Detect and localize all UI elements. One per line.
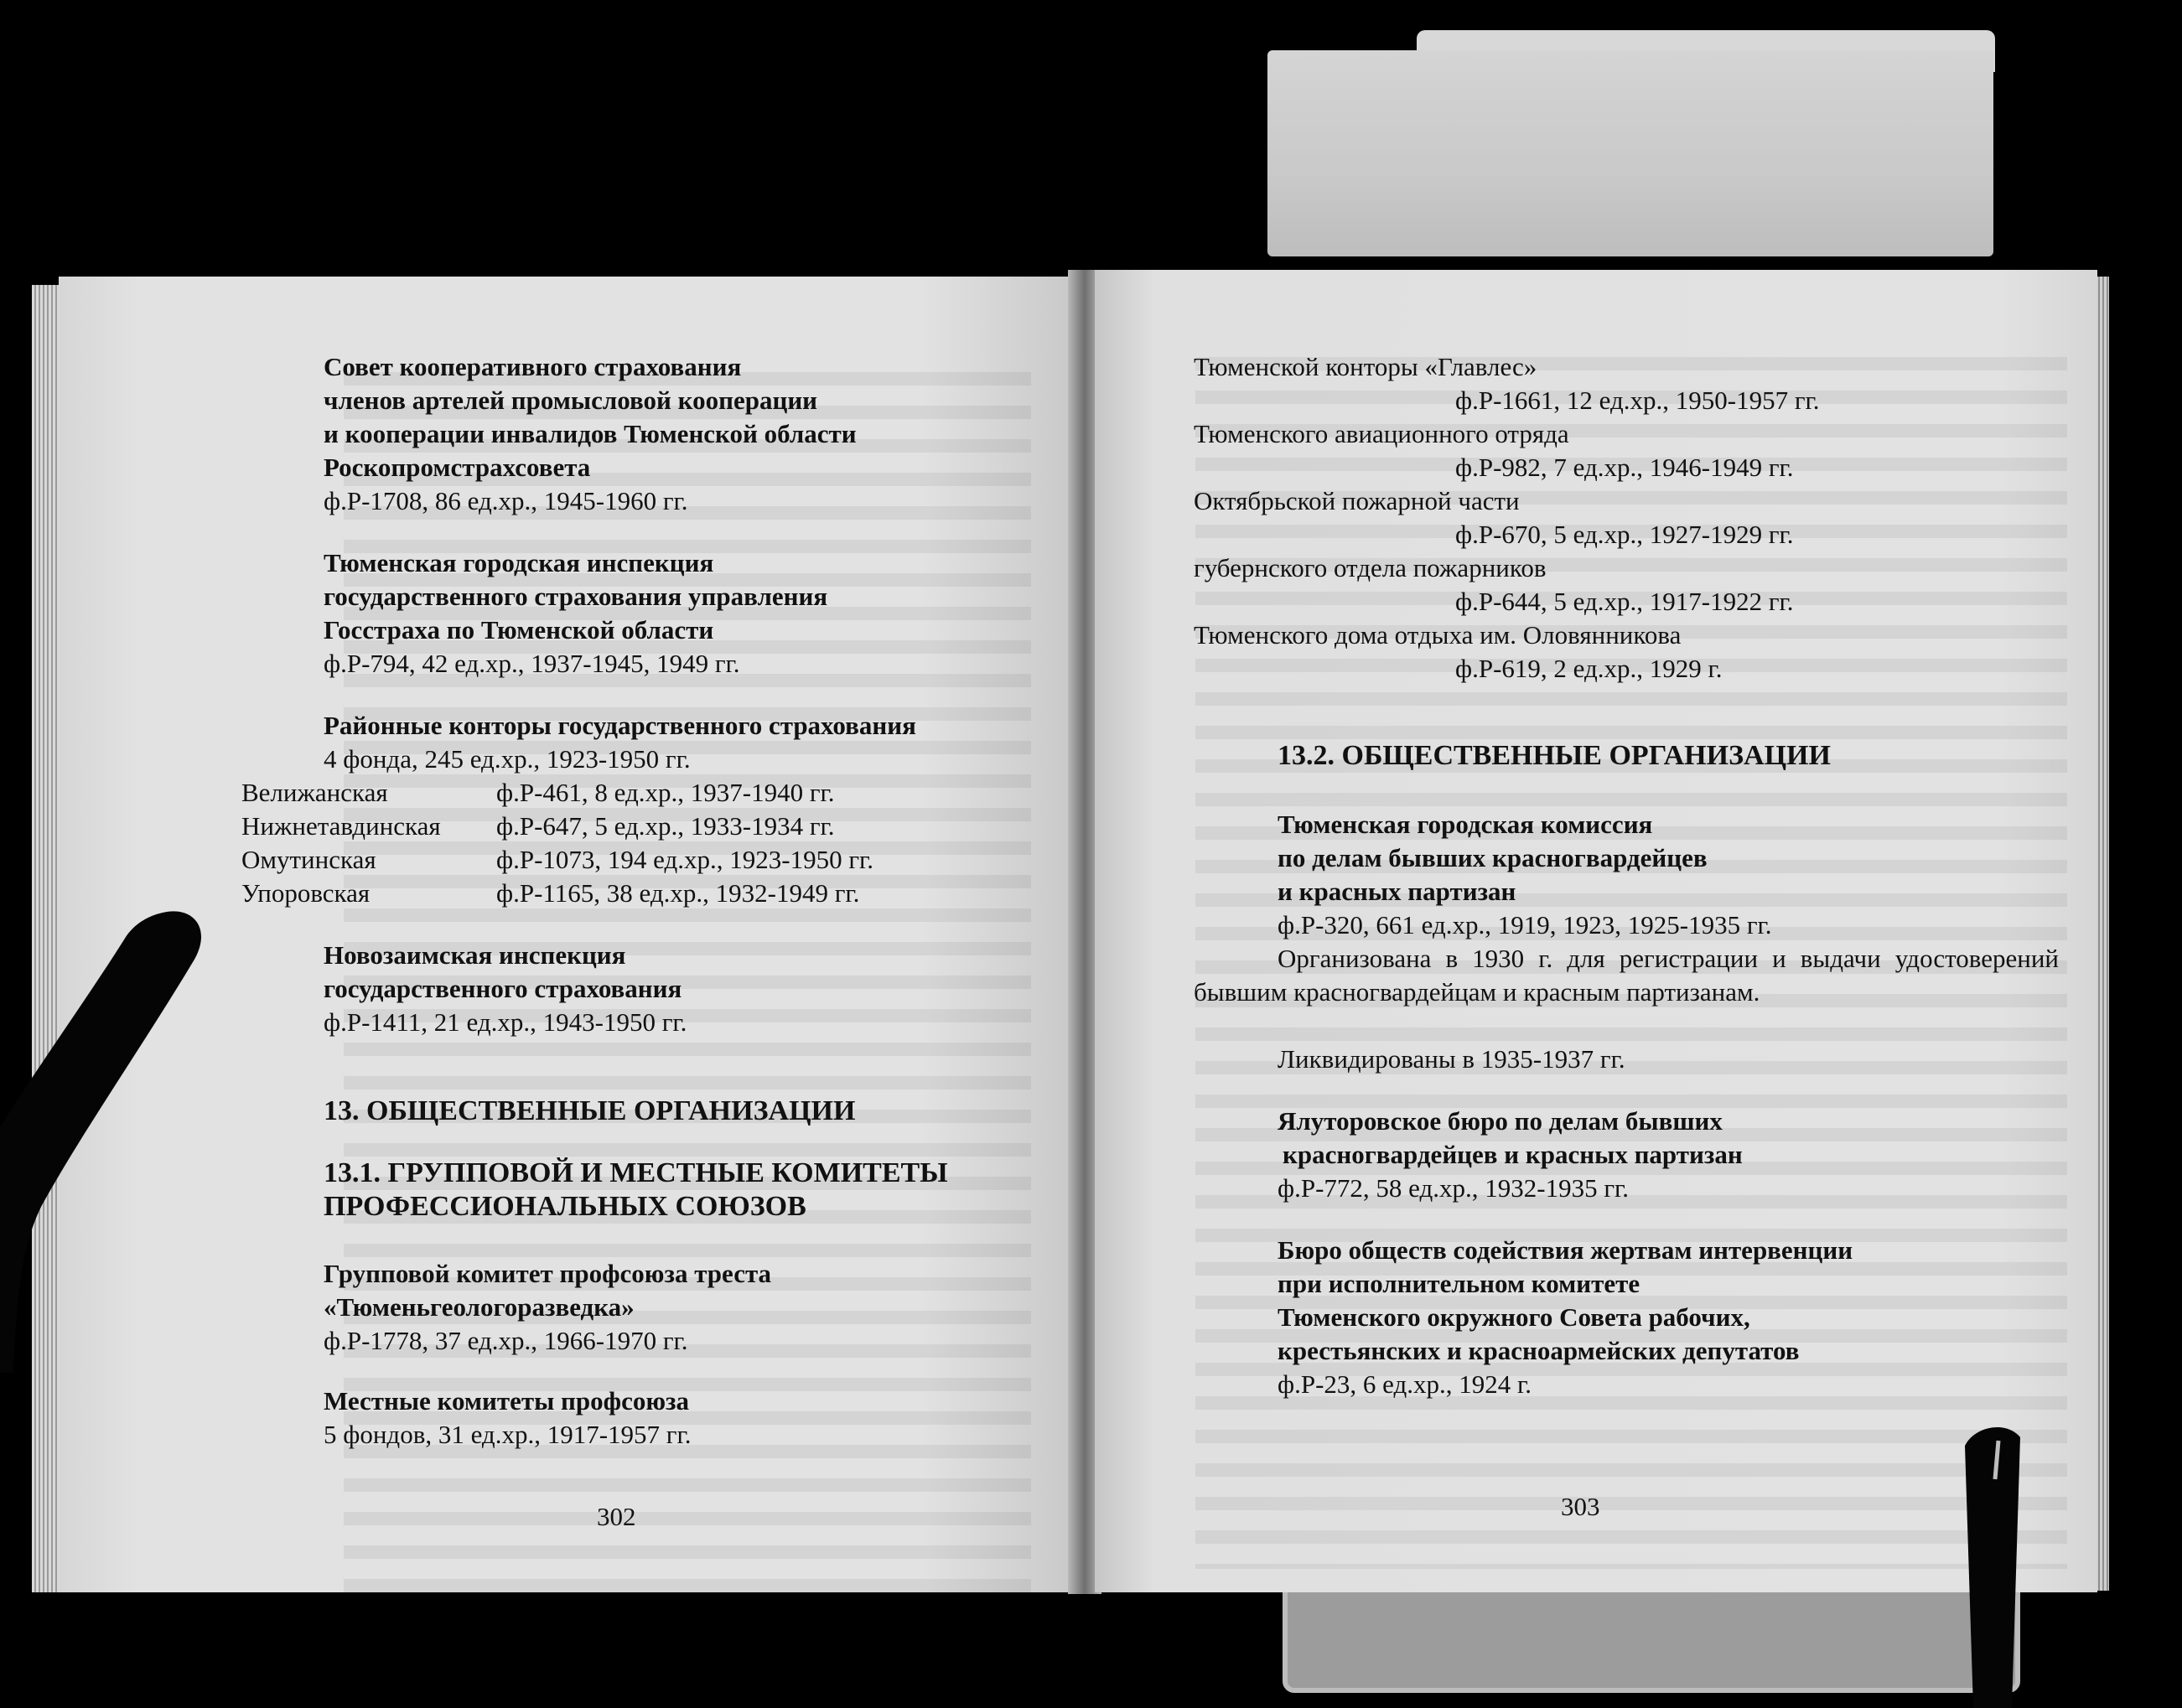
committee-name: Октябрьской пожарной части — [1194, 486, 1520, 515]
district-reference: ф.Р-1165, 38 ед.хр., 1932-1949 гг. — [496, 878, 860, 908]
entry-title-line: «Тюменьгеологоразведка» — [324, 1292, 635, 1322]
entry-title-line: Районные конторы государственного страхования — [324, 711, 916, 740]
district-reference: ф.Р-461, 8 ед.хр., 1937-1940 гг. — [496, 778, 835, 807]
entry-title-line: Тюменского окружного Совета рабочих, — [1278, 1302, 1750, 1332]
committee-name: Тюменской конторы «Главлес» — [1194, 352, 1537, 381]
committee-reference: ф.Р-644, 5 ед.хр., 1917-1922 гг. — [1455, 587, 1794, 616]
committee-reference: ф.Р-982, 7 ед.хр., 1946-1949 гг. — [1455, 453, 1794, 482]
committee-reference: ф.Р-670, 5 ед.хр., 1927-1929 гг. — [1455, 520, 1794, 549]
scanner-tray — [1283, 1584, 2020, 1693]
committee-name: губернского отдела пожарников — [1194, 553, 1547, 582]
page-number: 303 — [1561, 1492, 1600, 1521]
entry-title-line: красногвардейцев и красных партизан — [1283, 1140, 1743, 1169]
committee-reference: ф.Р-1661, 12 ед.хр., 1950-1957 гг. — [1455, 386, 1820, 415]
right-page — [1095, 270, 2097, 1592]
entry-title-line: Бюро обществ содействия жертвам интервенции — [1278, 1235, 1853, 1265]
district-name: Упоровская — [241, 878, 371, 908]
committee-reference: ф.Р-619, 2 ед.хр., 1929 г. — [1455, 654, 1723, 683]
entry-reference: ф.Р-794, 42 ед.хр., 1937-1945, 1949 гг. — [324, 649, 740, 678]
entry-title-line: членов артелей промысловой кооперации — [324, 386, 818, 415]
entry-title-line: и кооперации инвалидов Тюменской области — [324, 419, 857, 448]
entry-reference: 5 фондов, 31 ед.хр., 1917-1957 гг. — [324, 1420, 692, 1449]
description-paragraph: Организована в 1930 г. для регистрации и выдачи удостоверений бывшим красногвардейцам и красным партизанам. — [1194, 944, 2059, 1007]
entry-title-line: Ялуторовское бюро по делам бывших — [1278, 1106, 1723, 1136]
entry-reference: ф.Р-1708, 86 ед.хр., 1945-1960 гг. — [324, 486, 688, 515]
committee-name: Тюменского дома отдыха им. Оловянникова — [1194, 620, 1682, 650]
entry-title-line: государственного страхования управления — [324, 582, 828, 611]
section-heading-13-1: 13.1. ГРУППОВОЙ И МЕСТНЫЕ КОМИТЕТЫ — [324, 1157, 948, 1188]
entry-title-line: Госстраха по Тюменской области — [324, 615, 714, 644]
entry-title-line: по делам бывших красногвардейцев — [1278, 843, 1708, 872]
entry-title-line: Тюменская городская инспекция — [324, 548, 714, 577]
left-bookmark-ribbon — [0, 903, 235, 1373]
entry-title-line: крестьянских и красноармейских депутатов — [1278, 1336, 1800, 1365]
entry-title-line: Новозаимская инспекция — [324, 940, 626, 970]
entry-reference: ф.Р-320, 661 ед.хр., 1919, 1923, 1925-1935 гг. — [1278, 910, 1772, 939]
entry-title-line: Совет кооперативного страхования — [324, 352, 742, 381]
district-reference: ф.Р-1073, 194 ед.хр., 1923-1950 гг. — [496, 845, 874, 874]
description-paragraph: Ликвидированы в 1935-1937 гг. — [1278, 1044, 1625, 1074]
district-name: Омутинская — [241, 845, 376, 874]
district-name: Нижнетавдинская — [241, 811, 441, 841]
entry-reference: ф.Р-23, 6 ед.хр., 1924 г. — [1278, 1369, 1532, 1399]
entry-reference: ф.Р-1411, 21 ед.хр., 1943-1950 гг. — [324, 1007, 687, 1037]
entry-title-line: государственного страхования — [324, 974, 682, 1003]
foam-book-holder — [1267, 50, 1993, 256]
entry-title-line: Тюменская городская комиссия — [1278, 810, 1653, 839]
right-bookmark-ribbon — [1958, 1421, 2025, 1708]
entry-title-line: Местные комитеты профсоюза — [324, 1386, 690, 1416]
committee-name: Тюменского авиационного отряда — [1194, 419, 1569, 448]
entry-reference: ф.Р-772, 58 ед.хр., 1932-1935 гг. — [1278, 1173, 1630, 1203]
entry-title-line: Роскопромстрахсовета — [324, 453, 591, 482]
entry-title-line: и красных партизан — [1278, 877, 1516, 906]
entry-title-line: при исполнительном комитете — [1278, 1269, 1640, 1298]
section-heading-13-2: 13.2. ОБЩЕСТВЕННЫЕ ОРГАНИЗАЦИИ — [1278, 740, 1831, 771]
district-name: Велижанская — [241, 778, 388, 807]
entry-reference: 4 фонда, 245 ед.хр., 1923-1950 гг. — [324, 744, 691, 774]
page-number: 302 — [597, 1502, 636, 1531]
entry-title-line: Групповой комитет профсоюза треста — [324, 1259, 772, 1288]
section-heading-13: 13. ОБЩЕСТВЕННЫЕ ОРГАНИЗАЦИИ — [324, 1095, 856, 1126]
entry-reference: ф.Р-1778, 37 ед.хр., 1966-1970 гг. — [324, 1326, 688, 1355]
section-heading-13-1: ПРОФЕССИОНАЛЬНЫХ СОЮЗОВ — [324, 1191, 806, 1222]
district-reference: ф.Р-647, 5 ед.хр., 1933-1934 гг. — [496, 811, 835, 841]
